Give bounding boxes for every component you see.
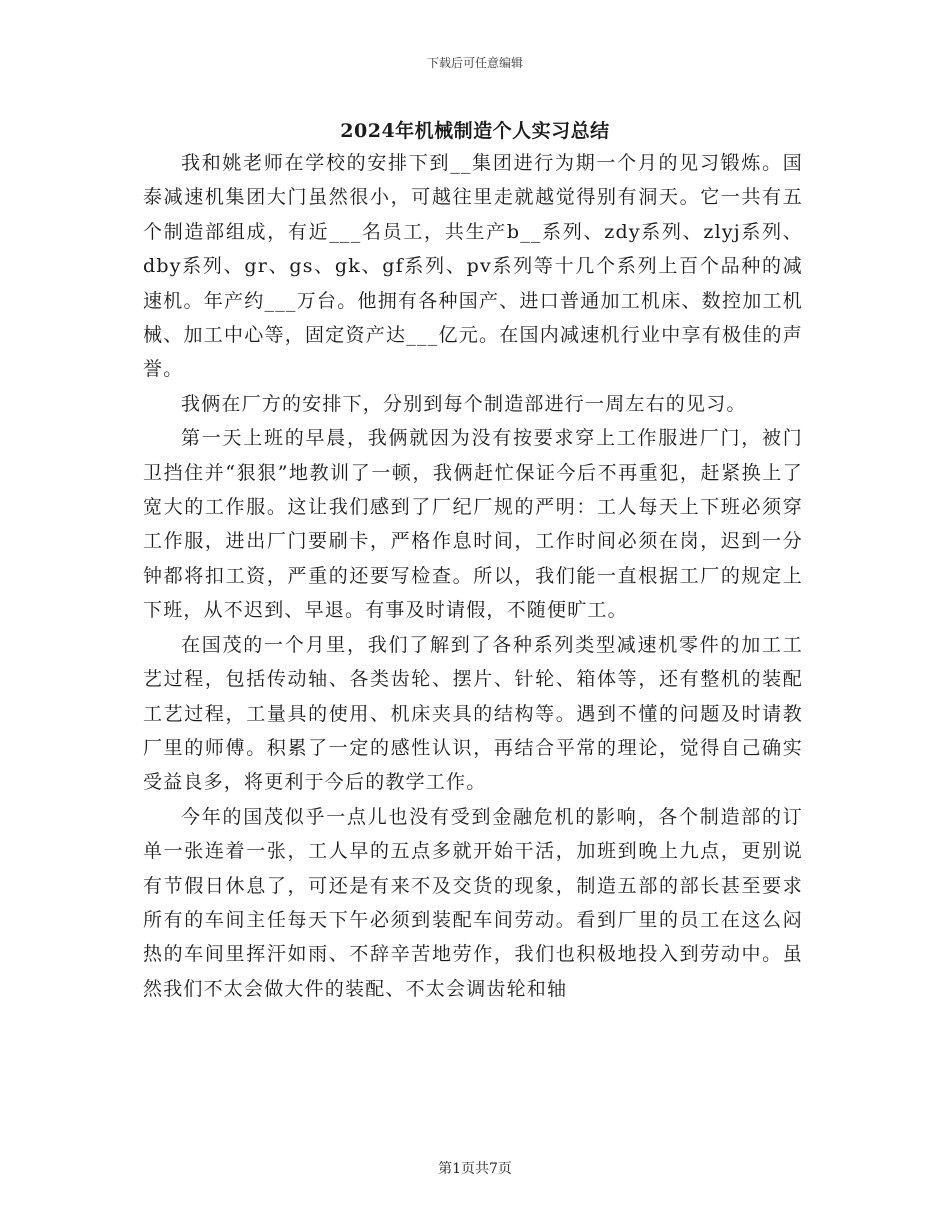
paragraph: 在国茂的一个月里，我们了解到了各种系列类型减速机零件的加工工艺过程，包括传动轴、各类齿轮、摆片、针轮、箱体等，还有整机的装配工艺过程，工量具的使用、机床夹具的结构等。遇到不懂的问题及时请教厂里的师傅。积累了一定的感性认识，再结合平常的理论，觉得自己确实受益良多，将更利于今后的教学工作。 xyxy=(143,633,803,794)
paragraph: 我和姚老师在学校的安排下到__集团进行为期一个月的见习锻炼。国泰减速机集团大门虽然很小，可越往里走就越觉得别有洞天。它一共有五个制造部组成，有近___名员工，共生产b__系列、zdy系列、zlyj系列、dby系列、gr、gs、gk、gf系列、pv系列等十几个系列上百个品种的减速机。年产约___万台。他拥有各种国产、进口普通加工机床、数控加工机械、加工中心等，固定资产达___亿元。在国内减速机行业中享有极佳的声誉。 xyxy=(143,152,803,381)
paragraph: 第一天上班的早晨，我俩就因为没有按要求穿上工作服进厂门，被门卫挡住并“狠狠”地教训了一顿，我俩赶忙保证今后不再重犯，赶紧换上了宽大的工作服。这让我们感到了厂纪厂规的严明：工人每天上下班必须穿工作服，进出厂门要刷卡，严格作息时间，工作时间必须在岗，迟到一分钟都将扣工资，严重的还要写检查。所以，我们能一直根据工厂的规定上下班，从不迟到、早退。有事及时请假，不随便旷工。 xyxy=(143,427,803,622)
page-number-footer: 第1页共7页 xyxy=(438,1161,512,1177)
document-title: 2024年机械制造个人实习总结 xyxy=(340,120,610,142)
page-header-note: 下载后可任意编辑 xyxy=(426,56,523,70)
paragraph: 我俩在厂方的安排下，分别到每个制造部进行一周左右的见习。 xyxy=(181,392,747,415)
document-body xyxy=(143,146,803,1006)
paragraph: 今年的国茂似乎一点儿也没有受到金融危机的影响，各个制造部的订单一张连着一张，工人早的五点多就开始干活，加班到晚上九点，更别说有节假日休息了，可还是有来不及交货的现象，制造五部的部长甚至要求所有的车间主任每天下午必须到装配车间劳动。看到厂里的员工在这么闷热的车间里挥汗如雨、不辞辛苦地劳作，我们也积极地投入到劳动中。虽然我们不太会做大件的装配、不太会调齿轮和轴 xyxy=(143,805,803,1000)
